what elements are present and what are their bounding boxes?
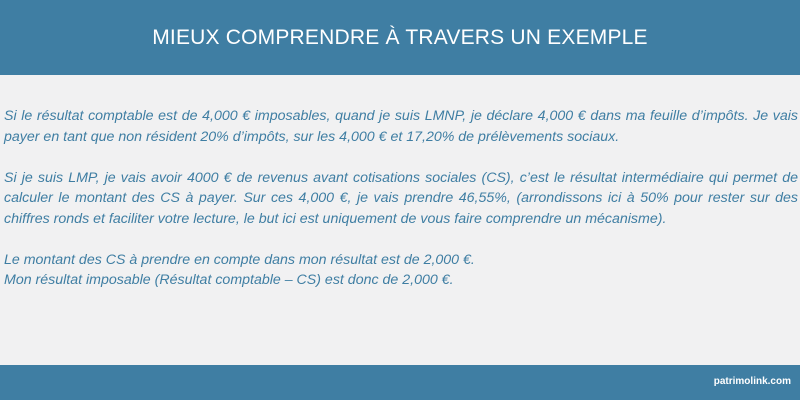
- header-banner: [0, 0, 800, 75]
- paragraph-lmnp: Si le résultat comptable est de 4,000 € imposables, quand je suis LMNP, je déclare 4,000 € dans ma feuille d’impôts. Je vais payer en tant que non résident 20% d’impôts, sur les 4,000 € et 17,20% de prélèvements sociaux.: [4, 108, 798, 145]
- site-watermark: patrimolink.com: [713, 376, 791, 387]
- footer-banner: [0, 365, 800, 400]
- paragraph-lmp: Si je suis LMP, je vais avoir 4000 € de revenus avant cotisations sociales (CS), c’est le résultat intermédiaire qui permet de calculer le montant des CS à payer. Sur ces 4,000 €, je vais prendre 46,55%, (arrondissons ici à 50% pour rester sur des chiffres ronds et faciliter votre lecture, le but ici est uniquement de vous faire comprendre un mécanisme).: [4, 169, 798, 227]
- page-title: MIEUX COMPRENDRE À TRAVERS UN EXEMPLE: [152, 25, 648, 49]
- example-text: [4, 106, 798, 291]
- paragraph-cs-amount: Le montant des CS à prendre en compte dans mon résultat est de 2,000 €.: [4, 251, 475, 268]
- paragraph-taxable-result: Mon résultat imposable (Résultat comptable – CS) est donc de 2,000 €.: [4, 272, 454, 288]
